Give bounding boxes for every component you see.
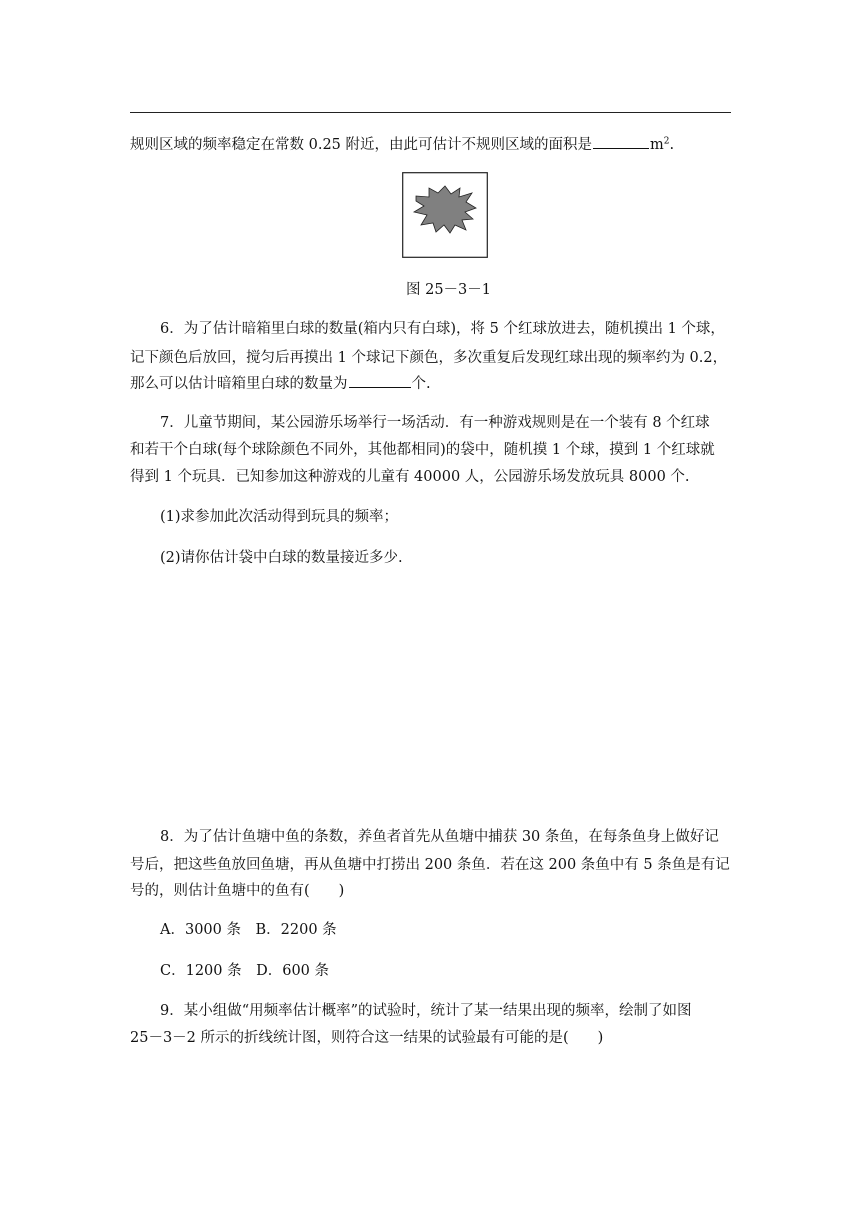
q8-options-ab[interactable]: A．3000 条 B．2200 条 bbox=[160, 922, 337, 938]
q9-line-2: 25－3－2 所示的折线统计图，则符合这一结果的试验最有可能的是( ) bbox=[130, 1030, 604, 1046]
q6-line-2: 记下颜色后放回，搅匀后再摸出 1 个球记下颜色，多次重复后发现红球出现的频率约为 0.2， bbox=[130, 350, 728, 366]
q8-line-2: 号后，把这些鱼放回鱼塘，再从鱼塘中打捞出 200 条鱼．若在这 200 条鱼中有 5 条鱼是有记 bbox=[130, 857, 730, 873]
q6-line-3-text: 那么可以估计暗箱里白球的数量为 bbox=[130, 376, 348, 393]
q5-unit-exponent: 2 bbox=[663, 136, 670, 147]
q8-line-3: 号的，则估计鱼塘中的鱼有( ) bbox=[130, 883, 345, 899]
q6-line-3-end: 个. bbox=[411, 376, 431, 393]
q7-line-1: 7．儿童节期间，某公园游乐场举行一场活动．有一种游戏规则是在一个装有 8 个红球 bbox=[160, 415, 710, 431]
figure-irregular-region bbox=[402, 172, 488, 258]
q5-end: . bbox=[669, 137, 675, 154]
header-rule bbox=[130, 112, 731, 113]
answer-blank-q6[interactable] bbox=[349, 372, 411, 388]
q5-tail-line bbox=[130, 133, 674, 154]
q8-line-1: 8．为了估计鱼塘中鱼的条数，养鱼者首先从鱼塘中捕获 30 条鱼，在每条鱼身上做好记 bbox=[160, 829, 719, 845]
q7-subquestion-1: (1)求参加此次活动得到玩具的频率； bbox=[160, 509, 399, 525]
q9-line-1: 9．某小组做“用频率估计概率”的试验时，统计了某一结果出现的频率，绘制了如图 bbox=[160, 1003, 692, 1019]
q7-line-2: 和若干个白球(每个球除颜色不同外，其他都相同)的袋中，随机摸 1 个球，摸到 1 个红球就 bbox=[130, 442, 715, 458]
q6-line-1: 6．为了估计暗箱里白球的数量(箱内只有白球)，将 5 个红球放进去，随机摸出 1 个球， bbox=[160, 321, 725, 337]
figure-caption: 图 25－3－1 bbox=[406, 282, 492, 298]
q7-subquestion-2: (2)请你估计袋中白球的数量接近多少. bbox=[160, 550, 403, 566]
q7-line-3: 得到 1 个玩具．已知参加这种游戏的儿童有 40000 人，公园游乐场发放玩具 8000 个. bbox=[130, 469, 690, 485]
q5-tail-text: 规则区域的频率稳定在常数 0.25 附近，由此可估计不规则区域的面积是 bbox=[130, 137, 593, 154]
q8-options-cd[interactable]: C．1200 条 D．600 条 bbox=[160, 963, 330, 979]
q6-line-3 bbox=[130, 372, 431, 393]
answer-blank-q5[interactable] bbox=[593, 133, 649, 149]
q5-unit: m bbox=[650, 137, 664, 154]
